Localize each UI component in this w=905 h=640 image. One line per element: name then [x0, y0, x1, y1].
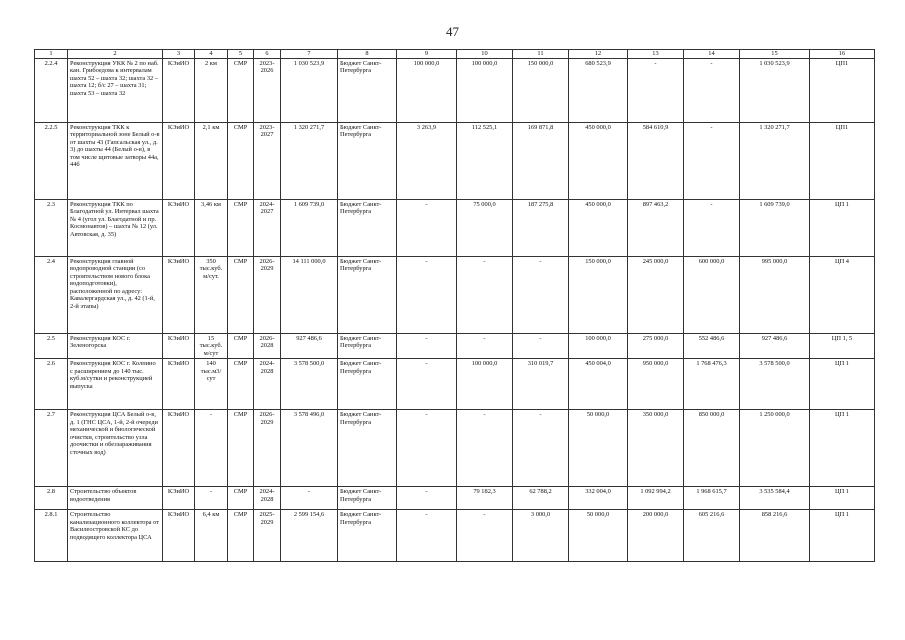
project-name: Строительство объектов водоотведения — [68, 487, 163, 510]
table-row — [35, 256, 875, 333]
total-cost: 2 599 154,6 — [281, 510, 338, 562]
year-1: 3 263,9 — [397, 122, 457, 199]
row-sum: 1 030 523,9 — [740, 58, 810, 122]
organization: КЭиИО — [163, 359, 195, 410]
goal-code: ЦП 1 — [810, 410, 875, 487]
row-number: 2.2.4 — [35, 58, 68, 122]
total-cost: 3 578 496,0 — [281, 410, 338, 487]
period: 2023-2027 — [254, 122, 281, 199]
year-4: 100 000,0 — [569, 333, 628, 359]
column-header: 14 — [684, 50, 740, 59]
work-type: СМР — [228, 256, 254, 333]
year-1: - — [397, 410, 457, 487]
total-cost: 1 609 739,0 — [281, 199, 338, 256]
year-5: 350 000,0 — [628, 410, 684, 487]
year-5: 584 610,9 — [628, 122, 684, 199]
project-name: Реконструкция ТКК к территориальной зоне Белый о-в от шахты 43 (Гапсальская ул., д. 3) до шахты 44 (Белый о-в), в том числе щитовые затворы 44а, 44б — [68, 122, 163, 199]
organization: КЭиИО — [163, 58, 195, 122]
year-2: 75 000,0 — [457, 199, 513, 256]
column-header: 9 — [397, 50, 457, 59]
period: 2026-2029 — [254, 410, 281, 487]
funding-source: Бюджет Санкт-Петербурга — [338, 58, 397, 122]
year-1: - — [397, 359, 457, 410]
project-name: Реконструкция ЦСА Белый о-в, д. 1 (ГНС ЦСА, 1-й, 2-й очереди механической и биологической очистки, строительство узла доочистки и обеззараживания сточных вод) — [68, 410, 163, 487]
row-number: 2.5 — [35, 333, 68, 359]
work-type: СМР — [228, 333, 254, 359]
goal-code: ЦП1 — [810, 122, 875, 199]
column-header: 15 — [740, 50, 810, 59]
year-2: - — [457, 256, 513, 333]
row-sum: 995 000,0 — [740, 256, 810, 333]
goal-code: ЦП1 — [810, 58, 875, 122]
table-row — [35, 410, 875, 487]
year-3: 169 871,8 — [513, 122, 569, 199]
year-2: 79 182,3 — [457, 487, 513, 510]
year-2: 100 000,0 — [457, 359, 513, 410]
year-6: - — [684, 58, 740, 122]
column-header: 2 — [68, 50, 163, 59]
year-4: 680 523,9 — [569, 58, 628, 122]
year-4: 450 004,0 — [569, 359, 628, 410]
organization: КЭиИО — [163, 256, 195, 333]
organization: КЭиИО — [163, 510, 195, 562]
capacity: - — [195, 410, 228, 487]
organization: КЭиИО — [163, 487, 195, 510]
project-name: Реконструкция ТКК по Благодатной ул. Интервал шахта № 4 (угол ул. Благодатной и пр. Космонавтов) – шахта № 12 (ул. Автовская, д. 35) — [68, 199, 163, 256]
year-6: 850 000,0 — [684, 410, 740, 487]
capacity: 3,46 км — [195, 199, 228, 256]
work-type: СМР — [228, 122, 254, 199]
period: 2024-2028 — [254, 487, 281, 510]
work-type: СМР — [228, 359, 254, 410]
year-5: 200 000,0 — [628, 510, 684, 562]
year-4: 50 000,0 — [569, 510, 628, 562]
table-row — [35, 359, 875, 410]
row-number: 2.7 — [35, 410, 68, 487]
year-5: 245 000,0 — [628, 256, 684, 333]
project-name: Реконструкция главной водопроводной станции (со строительством нового блока водоподготовки), расположенной по адресу: Кавалергардская ул., д. 42 (1-й, 2-й этапы) — [68, 256, 163, 333]
year-6: 605 216,6 — [684, 510, 740, 562]
year-6: 1 768 476,3 — [684, 359, 740, 410]
column-header: 13 — [628, 50, 684, 59]
table-row — [35, 199, 875, 256]
capacity: 15 тыс.куб. м/сут — [195, 333, 228, 359]
row-sum: 927 486,6 — [740, 333, 810, 359]
year-6: - — [684, 199, 740, 256]
column-header: 6 — [254, 50, 281, 59]
row-sum: 1 320 271,7 — [740, 122, 810, 199]
header-row — [35, 50, 875, 59]
year-1: - — [397, 510, 457, 562]
period: 2026-2029 — [254, 256, 281, 333]
year-4: 50 000,0 — [569, 410, 628, 487]
total-cost: 1 030 523,9 — [281, 58, 338, 122]
year-2: 112 525,1 — [457, 122, 513, 199]
year-1: - — [397, 333, 457, 359]
column-header: 5 — [228, 50, 254, 59]
year-6: 1 968 615,7 — [684, 487, 740, 510]
period: 2025-2029 — [254, 510, 281, 562]
organization: КЭиИО — [163, 333, 195, 359]
work-type: СМР — [228, 410, 254, 487]
total-cost: - — [281, 487, 338, 510]
year-5: 897 463,2 — [628, 199, 684, 256]
year-3: 3 000,0 — [513, 510, 569, 562]
funding-source: Бюджет Санкт-Петербурга — [338, 510, 397, 562]
organization: КЭиИО — [163, 410, 195, 487]
work-type: СМР — [228, 510, 254, 562]
program-table — [34, 49, 875, 562]
row-number: 2.8 — [35, 487, 68, 510]
year-5: 275 000,0 — [628, 333, 684, 359]
year-3: 150 000,0 — [513, 58, 569, 122]
year-4: 332 004,0 — [569, 487, 628, 510]
goal-code: ЦП 1 — [810, 487, 875, 510]
organization: КЭиИО — [163, 122, 195, 199]
project-name: Реконструкция КОС г. Зеленогорска — [68, 333, 163, 359]
year-2: - — [457, 410, 513, 487]
work-type: СМР — [228, 487, 254, 510]
work-type: СМР — [228, 58, 254, 122]
project-name: Реконструкция УКК № 2 по наб. кан. Грибоедова к интервалам шахта 52 – шахта 32; шахта 32 – шахта 12; б/с 27 – шахта 31; шахта 53 – шахта 32 — [68, 58, 163, 122]
period: 2024-2028 — [254, 359, 281, 410]
goal-code: ЦП 1 — [810, 199, 875, 256]
capacity: 140 тыс.м3/сут — [195, 359, 228, 410]
capacity: 6,4 км — [195, 510, 228, 562]
year-3: - — [513, 256, 569, 333]
column-header: 7 — [281, 50, 338, 59]
goal-code: ЦП 1, 5 — [810, 333, 875, 359]
table-row — [35, 58, 875, 122]
column-header: 12 — [569, 50, 628, 59]
year-3: - — [513, 333, 569, 359]
capacity: 350 тыс.куб. м/сут. — [195, 256, 228, 333]
year-4: 150 000,0 — [569, 256, 628, 333]
year-3: 187 275,8 — [513, 199, 569, 256]
funding-source: Бюджет Санкт-Петербурга — [338, 410, 397, 487]
period: 2026-2028 — [254, 333, 281, 359]
year-1: 100 000,0 — [397, 58, 457, 122]
project-name: Реконструкция КОС г. Колпино с расширением до 140 тыс. куб.м/сутки и реконструкцией выпуска — [68, 359, 163, 410]
project-name: Строительство канализационного коллектора от Василеостровской КС до подводящего коллектора ЦСА — [68, 510, 163, 562]
year-6: - — [684, 122, 740, 199]
column-header: 1 — [35, 50, 68, 59]
total-cost: 1 320 271,7 — [281, 122, 338, 199]
year-2: - — [457, 510, 513, 562]
column-header: 3 — [163, 50, 195, 59]
year-5: 950 000,0 — [628, 359, 684, 410]
year-4: 450 000,0 — [569, 199, 628, 256]
column-header: 10 — [457, 50, 513, 59]
table-row — [35, 122, 875, 199]
total-cost: 14 111 000,0 — [281, 256, 338, 333]
page-number: 47 — [446, 24, 459, 39]
row-sum: 3 578 500,0 — [740, 359, 810, 410]
goal-code: ЦП 4 — [810, 256, 875, 333]
row-sum: 1 250 000,0 — [740, 410, 810, 487]
row-number: 2.6 — [35, 359, 68, 410]
year-6: 600 000,0 — [684, 256, 740, 333]
year-1: - — [397, 487, 457, 510]
column-header: 11 — [513, 50, 569, 59]
year-3: 310 019,7 — [513, 359, 569, 410]
row-sum: 1 609 739,0 — [740, 199, 810, 256]
table-row — [35, 487, 875, 510]
capacity: 2 км — [195, 58, 228, 122]
year-4: 450 000,0 — [569, 122, 628, 199]
year-2: - — [457, 333, 513, 359]
total-cost: 3 578 500,0 — [281, 359, 338, 410]
column-header: 16 — [810, 50, 875, 59]
year-3: - — [513, 410, 569, 487]
funding-source: Бюджет Санкт-Петербурга — [338, 122, 397, 199]
year-1: - — [397, 256, 457, 333]
column-header: 8 — [338, 50, 397, 59]
year-1: - — [397, 199, 457, 256]
row-number: 2.8.1 — [35, 510, 68, 562]
table-row — [35, 510, 875, 562]
year-5: - — [628, 58, 684, 122]
row-number: 2.2.5 — [35, 122, 68, 199]
period: 2024-2027 — [254, 199, 281, 256]
funding-source: Бюджет Санкт-Петербурга — [338, 199, 397, 256]
funding-source: Бюджет Санкт-Петербурга — [338, 333, 397, 359]
funding-source: Бюджет Санкт-Петербурга — [338, 256, 397, 333]
total-cost: 927 486,6 — [281, 333, 338, 359]
goal-code: ЦП 1 — [810, 359, 875, 410]
year-5: 1 092 994,2 — [628, 487, 684, 510]
year-2: 100 000,0 — [457, 58, 513, 122]
row-sum: 3 535 584,4 — [740, 487, 810, 510]
year-6: 552 486,6 — [684, 333, 740, 359]
row-sum: 858 216,6 — [740, 510, 810, 562]
funding-source: Бюджет Санкт-Петербурга — [338, 487, 397, 510]
period: 2023-2026 — [254, 58, 281, 122]
column-header: 4 — [195, 50, 228, 59]
table-body — [35, 58, 875, 562]
row-number: 2.3 — [35, 199, 68, 256]
organization: КЭиИО — [163, 199, 195, 256]
table-row — [35, 333, 875, 359]
capacity: 2,1 км — [195, 122, 228, 199]
capacity: - — [195, 487, 228, 510]
funding-source: Бюджет Санкт-Петербурга — [338, 359, 397, 410]
goal-code: ЦП 1 — [810, 510, 875, 562]
year-3: 62 788,2 — [513, 487, 569, 510]
work-type: СМР — [228, 199, 254, 256]
row-number: 2.4 — [35, 256, 68, 333]
